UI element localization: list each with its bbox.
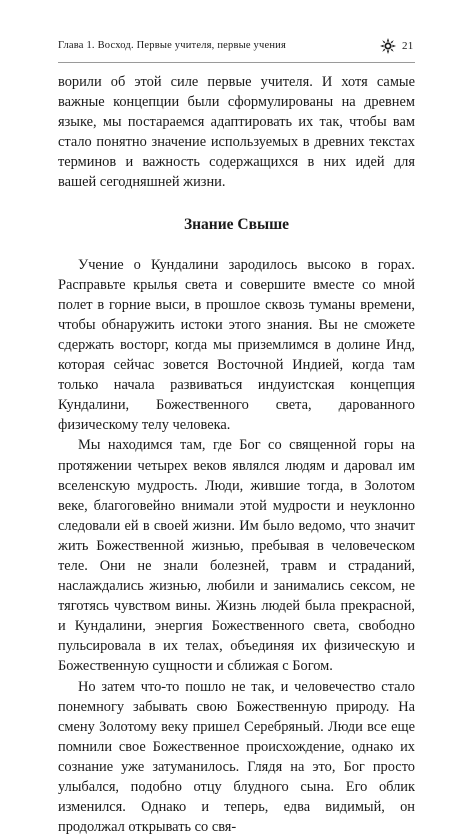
- paragraph: Но затем что-то пошло не так, и человечество стало понемногу забывать свою Божественную природу. На смену Золотому веку пришел Серебряный. Люди все еще помнили свое Божественное происхождение, однако их сознание уже затуманилось. Глядя на это, Бог просто улыбался, подобно отцу блудного сына. Его облик изменился. Однако и теперь, едва видимый, он продолжал открывать со свя-: [58, 678, 415, 836]
- section-heading: Знание Свыше: [183, 215, 290, 233]
- sun-icon: [380, 38, 396, 54]
- paragraph: Мы находимся там, где Бог со священной горы на протяжении четырех веков являлся людям и даровал им вселенскую мудрость. Люди, жившие тогда, в Золотом веке, благоговейно внимали этой мудрости и неуклонно следовали ей в своей жизни. Им было ведомо, что значит жить Божественной жизнью, пребывая в человеческом теле. Они не знали болезней, травм и страданий, наслаждались жизнью, любили и занимались сексом, не тяготясь чувством вины. Жизнь людей была прекрасной, и Кундалини, энергия Божественного света, свободно пульсировала в их телах, объединяя их физическую и Божественную сущности и сближая с Богом.: [58, 437, 415, 675]
- header-divider: [58, 62, 415, 63]
- page-number: 21: [402, 40, 414, 52]
- running-title: Глава 1. Восход. Первые учителя, первые учения: [58, 40, 287, 51]
- paragraph-continued: ворили об этой силе первые учителя. И хотя самые важные концепции были сформулированы на древнем языке, мы постараемся адаптировать их так, чтобы вам стало понятно значение используемых в древних текстах терминов и важность содержащихся в них идей для вашей сегодняшней жизни.: [58, 74, 415, 191]
- paragraph: Учение о Кундалини зародилось высоко в горах. Расправьте крылья света и совершите вместе со мной полет в горние выси, в прошлое сквозь туманы времени, чтобы обнаружить истоки этого знания. Вы не сможете сдержать восторг, когда мы приземлимся в долине Инд, которая сейчас зовется Восточной Индией, когда там только начала развиваться индуистская концепция Кундалини, Божественного света, дарованного физическому телу человека.: [58, 256, 415, 434]
- page-body: [58, 72, 415, 837]
- running-header: [58, 38, 415, 56]
